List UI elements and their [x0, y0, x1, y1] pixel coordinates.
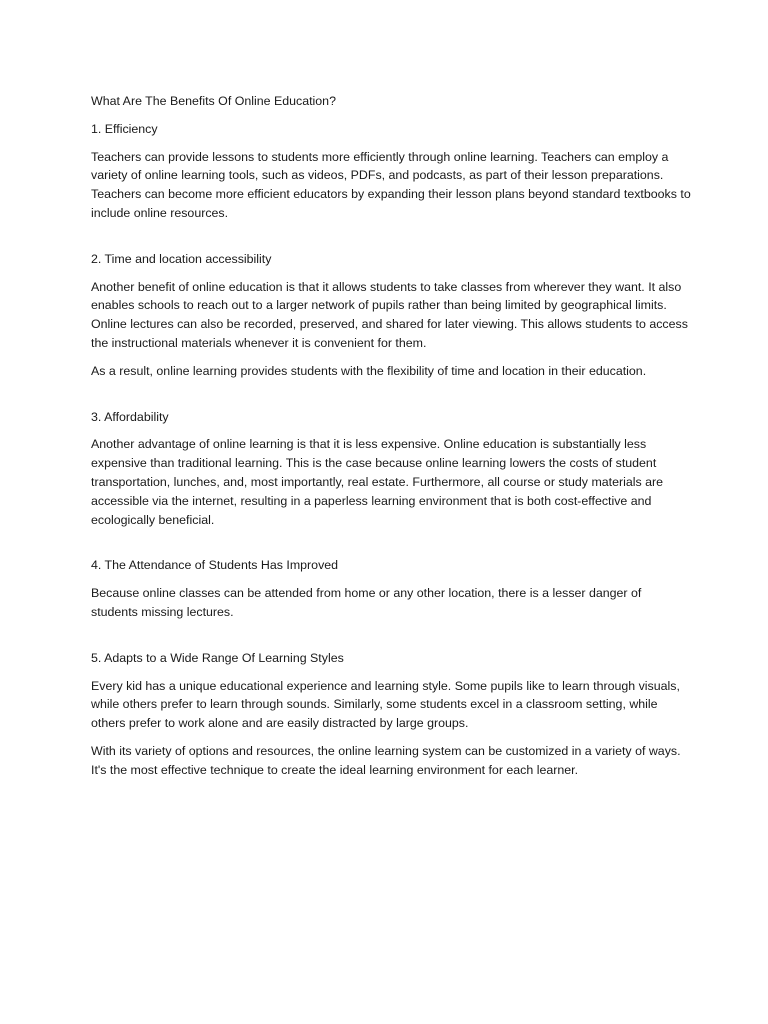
section-spacer — [91, 538, 691, 556]
section-heading-attendance: 4. The Attendance of Students Has Improved — [91, 558, 339, 573]
section-paragraph: Every kid has a unique educational experience and learning style. Some pupils like to learn through visuals, while others prefer to learn through sounds. Similarly, some students excel in a classroom setting, while others prefer to work alone and are easily distracted by large groups. — [91, 678, 680, 731]
section-heading-efficiency: 1. Efficiency — [91, 121, 158, 136]
document-title: What Are The Benefits Of Online Education? — [91, 94, 336, 108]
section-heading-accessibility: 2. Time and location accessibility — [91, 251, 272, 266]
document-page — [91, 92, 691, 789]
section-paragraph: Because online classes can be attended from home or any other location, there is a lesser danger of students missing lectures. — [91, 586, 642, 619]
section-heading-learning-styles: 5. Adapts to a Wide Range Of Learning Styles — [91, 650, 344, 665]
section-heading-affordability: 3. Affordability — [91, 409, 169, 424]
section-paragraph: Another advantage of online learning is that it is less expensive. Online education is substantially less expensive than traditional learning. This is the case because online learning lowers the costs of student transportation, lunches, and, most importantly, real estate. Furthermore, all course or study materials are accessible via the internet, resulting in a paperless learning environment that is both cost-effective and ecologically beneficial. — [91, 437, 664, 527]
section-paragraph: With its variety of options and resources, the online learning system can be customized in a variety of ways. It's the most effective technique to create the ideal learning environment for each learner. — [91, 743, 681, 777]
section-paragraph: Another benefit of online education is that it allows students to take classes from wherever they want. It also enables schools to reach out to a larger network of pupils rather than being limited by geographical limits. Online lectures can also be recorded, preserved, and shared for later viewing. This allows students to access the instructional materials whenever it is convenient for them. — [91, 279, 688, 350]
section-spacer — [91, 390, 691, 408]
section-spacer — [91, 232, 691, 250]
section-spacer — [91, 631, 691, 649]
section-paragraph: Teachers can provide lessons to students more efficiently through online learning. Teachers can employ a variety of online learning tools, such as videos, PDFs, and podcasts, as part of their lesson preparations. Teachers can become more efficient educators by expanding their lesson plans beyond standard textbooks to include online resources. — [91, 149, 691, 220]
section-paragraph: As a result, online learning provides students with the flexibility of time and location in their education. — [91, 363, 647, 378]
